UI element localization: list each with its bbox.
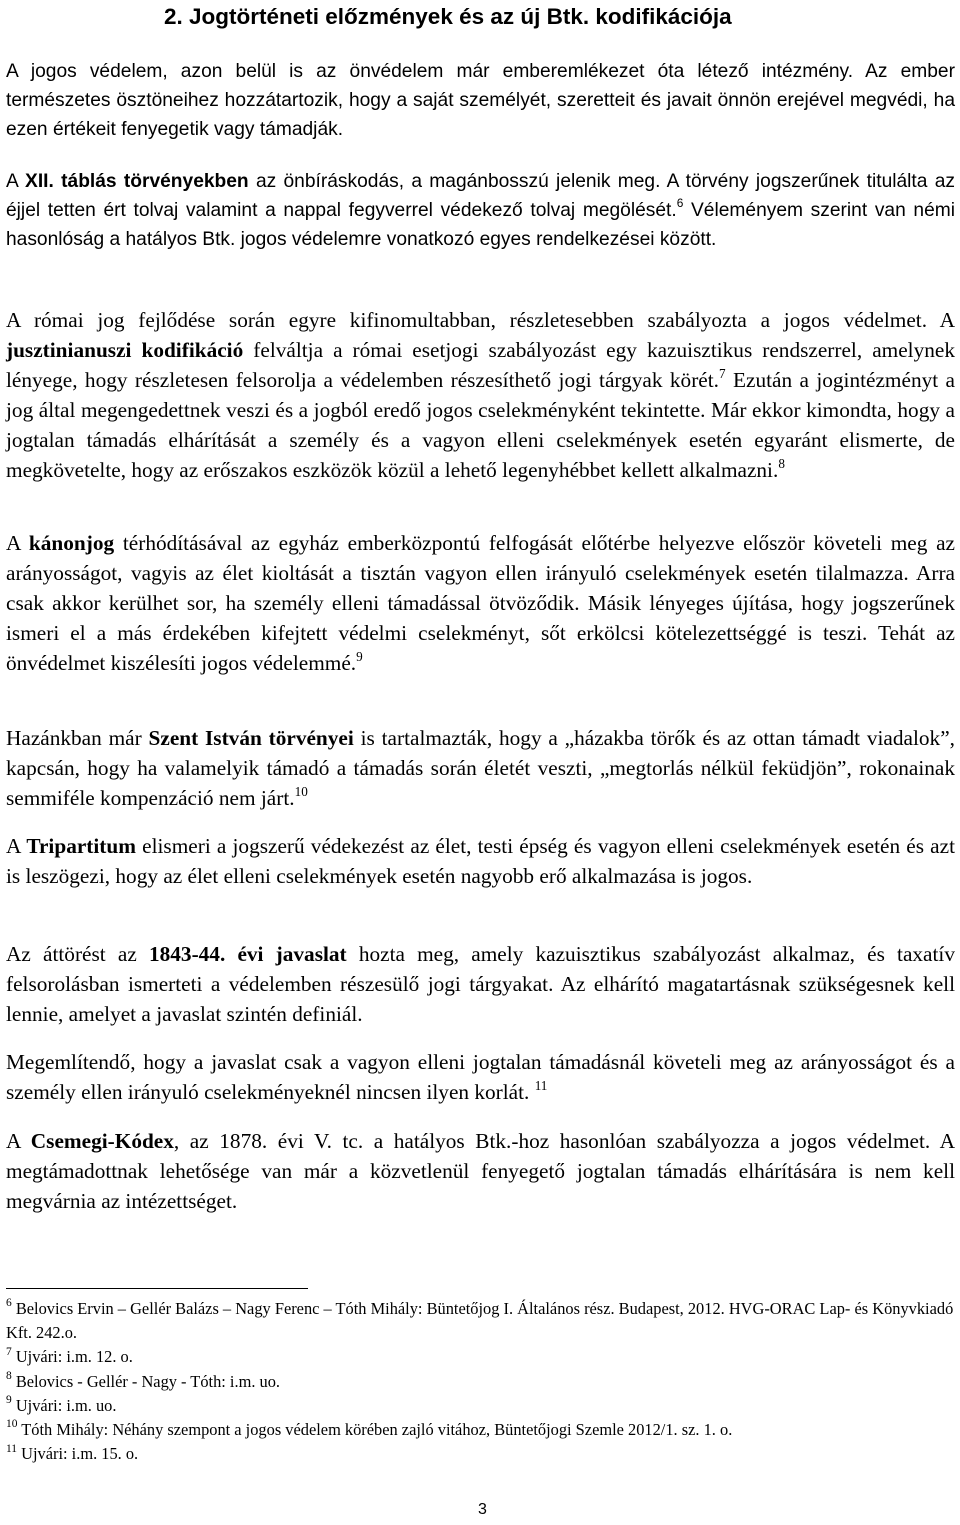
paragraph-intro: A jogos védelem, azon belül is az önvédelem már emberemlékezet óta létező intézmény. Az ember természetes ösztöneihez hozzátartozik, hogy a saját személyét, szeretteit és javait önnön erejével megvédi, ha ezen értékeit fenyegetik vagy támadják. bbox=[6, 61, 955, 140]
paragraph-tripartitum bbox=[6, 831, 955, 891]
text-run: Hazánkban már bbox=[6, 726, 149, 750]
paragraph-twelve-tables bbox=[6, 167, 955, 254]
footnote-text: Ujvári: i.m. 12. o. bbox=[11, 1347, 133, 1367]
text-run: hozta meg, amely kazuisztikus szabályozást alkalmaz, és taxatív felsorolásban ismerteti a védelemben részesülő jogi tárgyakat. Az elhárító magatartásnak szükségesnek kell lennie, amelyet a javaslat szintén definiál. bbox=[6, 942, 955, 1026]
text-run: A bbox=[6, 834, 27, 858]
paragraph-csemegi-code bbox=[6, 1126, 955, 1216]
paragraph-saint-stephen bbox=[6, 723, 955, 813]
footnote-number: 6 bbox=[6, 1297, 12, 1310]
bold-term: XII. táblás törvényekben bbox=[25, 171, 249, 192]
paragraph-1843-proposal bbox=[6, 939, 955, 1029]
footnote-ref[interactable]: 10 bbox=[294, 783, 308, 799]
footnote-number: 11 bbox=[6, 1442, 18, 1455]
footnote-ref[interactable]: 7 bbox=[719, 365, 726, 381]
footnote-text: Tóth Mihály: Néhány szempont a jogos védelem körében zajló vitához, Büntetőjogi Szemle 2012/1. sz. 1. o. bbox=[17, 1420, 733, 1440]
page-number: 3 bbox=[478, 1501, 487, 1518]
footnote-text: Ujvári: i.m. 15. o. bbox=[17, 1444, 139, 1464]
footnote-item bbox=[6, 1370, 955, 1394]
text-run: Véleményem szerint van némi hasonlóság a hatályos Btk. jogos védelemre vonatkozó egyes rendelkezései között. bbox=[6, 200, 956, 250]
text-run: A bbox=[6, 1129, 31, 1153]
bold-term: Tripartitum bbox=[26, 834, 136, 858]
footnote-number: 8 bbox=[6, 1370, 12, 1382]
bold-term: 1843-44. évi javaslat bbox=[148, 942, 347, 966]
text-run: elismeri a jogszerű védekezést az élet, testi épség és vagyon elleni cselekmények esetén és azt is leszögezi, hogy az élet elleni cselekmények esetén nagyobb erő alkalmazása is jogos. bbox=[6, 834, 955, 888]
footnote-item bbox=[6, 1394, 955, 1418]
footnote-ref[interactable]: 11 bbox=[534, 1077, 548, 1093]
footnote-ref[interactable]: 8 bbox=[778, 455, 785, 471]
text-run: A bbox=[6, 171, 26, 192]
footnote-number: 9 bbox=[6, 1394, 12, 1407]
text-run: , az 1878. évi V. tc. a hatályos Btk.-hoz hasonlóan szabályozza a jogos védelmet. A megtámadottnak lehetősége van már a közvetlenül fenyegető jogtalan támadás elhárítására is nem kell megvárnia az intézettséget. bbox=[6, 1129, 955, 1213]
text-run: Az áttörést az bbox=[6, 942, 149, 966]
footnote-item bbox=[6, 1418, 955, 1442]
text-run: térhódításával az egyház emberközpontú felfogását előtérbe helyezve először követeli meg az arányosságot, vagyis az élet kioltását a tisztán vagyon ellen irányuló cselekmények esetén tilalmazza. Arra csak akkor kerülhet sor, ha személy elleni támadással ötvöződik. Másik lényeges újítása, hogy jogszerűnek ismeri el a más érdekében kifejtett védelmi cselekményt, sőt erkölcsi kötelezettséggé is teszi. Tehát az önvédelmet kiszélesíti jogos védelemmé. bbox=[6, 531, 955, 675]
text-run: felváltja a római esetjogi szabályozást egy kazuisztikus rendszerrel, amelynek lényege, hogy részletesen felsorolja a védelemben részesíthető jogi tárgyak körét. bbox=[6, 338, 955, 392]
footnote-ref[interactable]: 6 bbox=[676, 196, 684, 211]
bold-term: Csemegi-Kódex bbox=[30, 1129, 174, 1153]
footnote-list bbox=[6, 1297, 955, 1466]
text-run: is tartalmazták, hogy a „házakba törők és az ottan támadt viadalok”, kapcsán, hogy ha valamelyik támadó a támadás során életét veszti, „megtorlás nélkül feküdjön”, rokonainak semmiféle kompenzáció nem járt. bbox=[6, 726, 955, 810]
footnote-text: Ujvári: i.m. uo. bbox=[11, 1395, 117, 1415]
text-run: az önbíráskodás, a magánbosszú jelenik meg. A törvény jogszerűnek titulálta az éjjel tetten ért tolvaj valamint a nappal fegyverrel védekező tolvaj megölését. bbox=[6, 171, 955, 221]
text-run: A római jog fejlődése során egyre kifinomultabban, részletesebben szabályozta a jogos védelmet. A bbox=[6, 308, 955, 332]
footnote-number: 10 bbox=[6, 1418, 18, 1431]
footnote-item bbox=[6, 1442, 955, 1466]
text-run: Megemlítendő, hogy a javaslat csak a vagyon elleni jogtalan támadásnál követeli meg az arányosságot és a személy ellen irányuló cselekményeknél nincsen ilyen korlát. bbox=[6, 1050, 955, 1104]
paragraph-proportionality bbox=[6, 1047, 955, 1107]
paragraph-roman-law bbox=[6, 305, 955, 485]
text-run: A bbox=[6, 531, 29, 555]
paragraph-canon-law bbox=[6, 528, 955, 678]
footnote-ref[interactable]: 9 bbox=[356, 648, 363, 664]
footnote-text: Belovics Ervin – Gellér Balázs – Nagy Ferenc – Tóth Mihály: Büntetőjog I. Általános rész. Budapest, 2012. HVG-ORAC Lap- és Könyvkiadó Kft. 242.o. bbox=[6, 1299, 954, 1343]
bold-term: kánonjog bbox=[28, 531, 115, 555]
footnote-number: 7 bbox=[6, 1345, 12, 1358]
bold-term: jusztinianuszi kodifikáció bbox=[6, 338, 244, 362]
text-run: Ezután a jogintézményt a jog által megengedettnek veszi és a jogból eredő jogos cselekményként tekintette. Már ekkor kimondta, hogy a jogtalan támadás elhárítását a személy és a vagyon elleni cselekmények esetén egyaránt elismerte, de megkövetelte, hogy az erőszakos eszközök közül a lehető legenyhébbet kellett alkalmazni. bbox=[6, 368, 955, 482]
footnote-item bbox=[6, 1297, 955, 1345]
footnote-item bbox=[6, 1345, 955, 1369]
footnote-divider bbox=[6, 1288, 308, 1289]
bold-term: Szent István törvényei bbox=[148, 726, 354, 750]
footnote-text: Belovics - Gellér - Nagy - Tóth: i.m. uo. bbox=[11, 1371, 281, 1391]
section-heading: 2. Jogtörténeti előzmények és az új Btk. kodifikációja bbox=[164, 4, 732, 29]
